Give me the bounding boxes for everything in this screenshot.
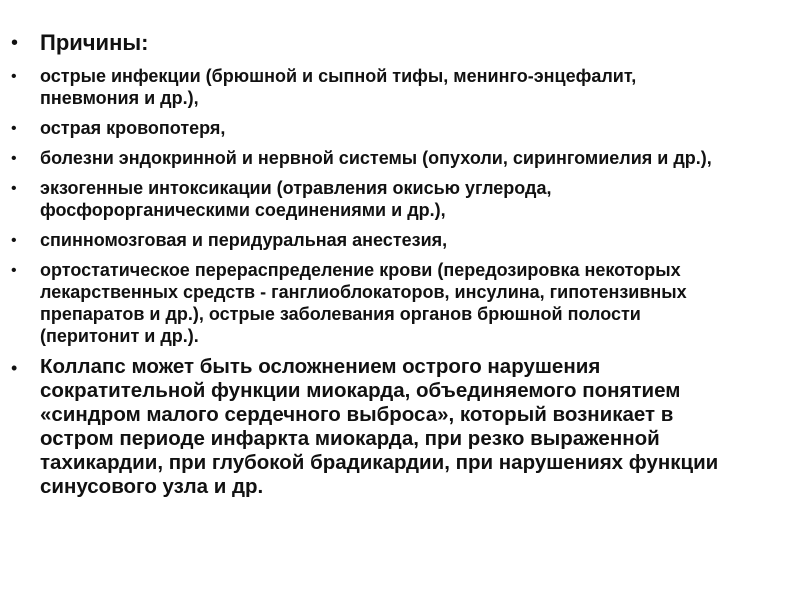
cause-text: острая кровопотеря, [40, 118, 226, 138]
bullet-icon: • [11, 150, 17, 167]
cause-text: спинномозговая и перидуральная анестезия, [40, 230, 448, 250]
bullet-icon: • [11, 232, 17, 249]
cause-text: болезни эндокринной и нервной системы (опухоли, сирингомиелия и др.), [40, 148, 712, 168]
bullet-icon: • [11, 120, 17, 137]
cause-item-blood-loss [11, 117, 740, 139]
causes-heading [11, 30, 740, 56]
bullet-icon: • [11, 180, 17, 197]
cause-item-endocrine [11, 147, 740, 169]
conclusion-text: Коллапс может быть осложнением острого нарушения сократительной функции миокарда, объединяемого понятием «синдром малого сердечного выброса», который возникает в остром периоде инфаркта миокарда, при резко выраженной тахикардии, при глубокой брадикардии, при нарушениях функции синусового узла и др. [40, 355, 719, 498]
conclusion-item [11, 355, 740, 499]
bullet-icon: • [11, 358, 18, 378]
bullet-icon: • [11, 262, 17, 279]
causes-heading-text: Причины: [40, 30, 149, 55]
cause-text: ортостатическое перераспределение крови (передозировка некоторых лекарственных средств - ганглиоблокаторов, инсулина, гипотензивных препаратов и др.), острые заболевания органов брюшной полости (перитонит и др.). [40, 260, 687, 346]
cause-item-infections [11, 65, 740, 109]
bullet-icon: • [11, 68, 17, 85]
cause-text: экзогенные интоксикации (отравления окисью углерода, фосфорорганическими соединениями и др.), [40, 178, 552, 220]
cause-item-anesthesia [11, 229, 740, 251]
cause-item-intoxication [11, 177, 740, 221]
cause-text: острые инфекции (брюшной и сыпной тифы, менинго-энцефалит, пневмония и др.), [40, 66, 637, 108]
bullet-icon: • [11, 32, 19, 54]
cause-item-orthostatic [11, 259, 740, 347]
